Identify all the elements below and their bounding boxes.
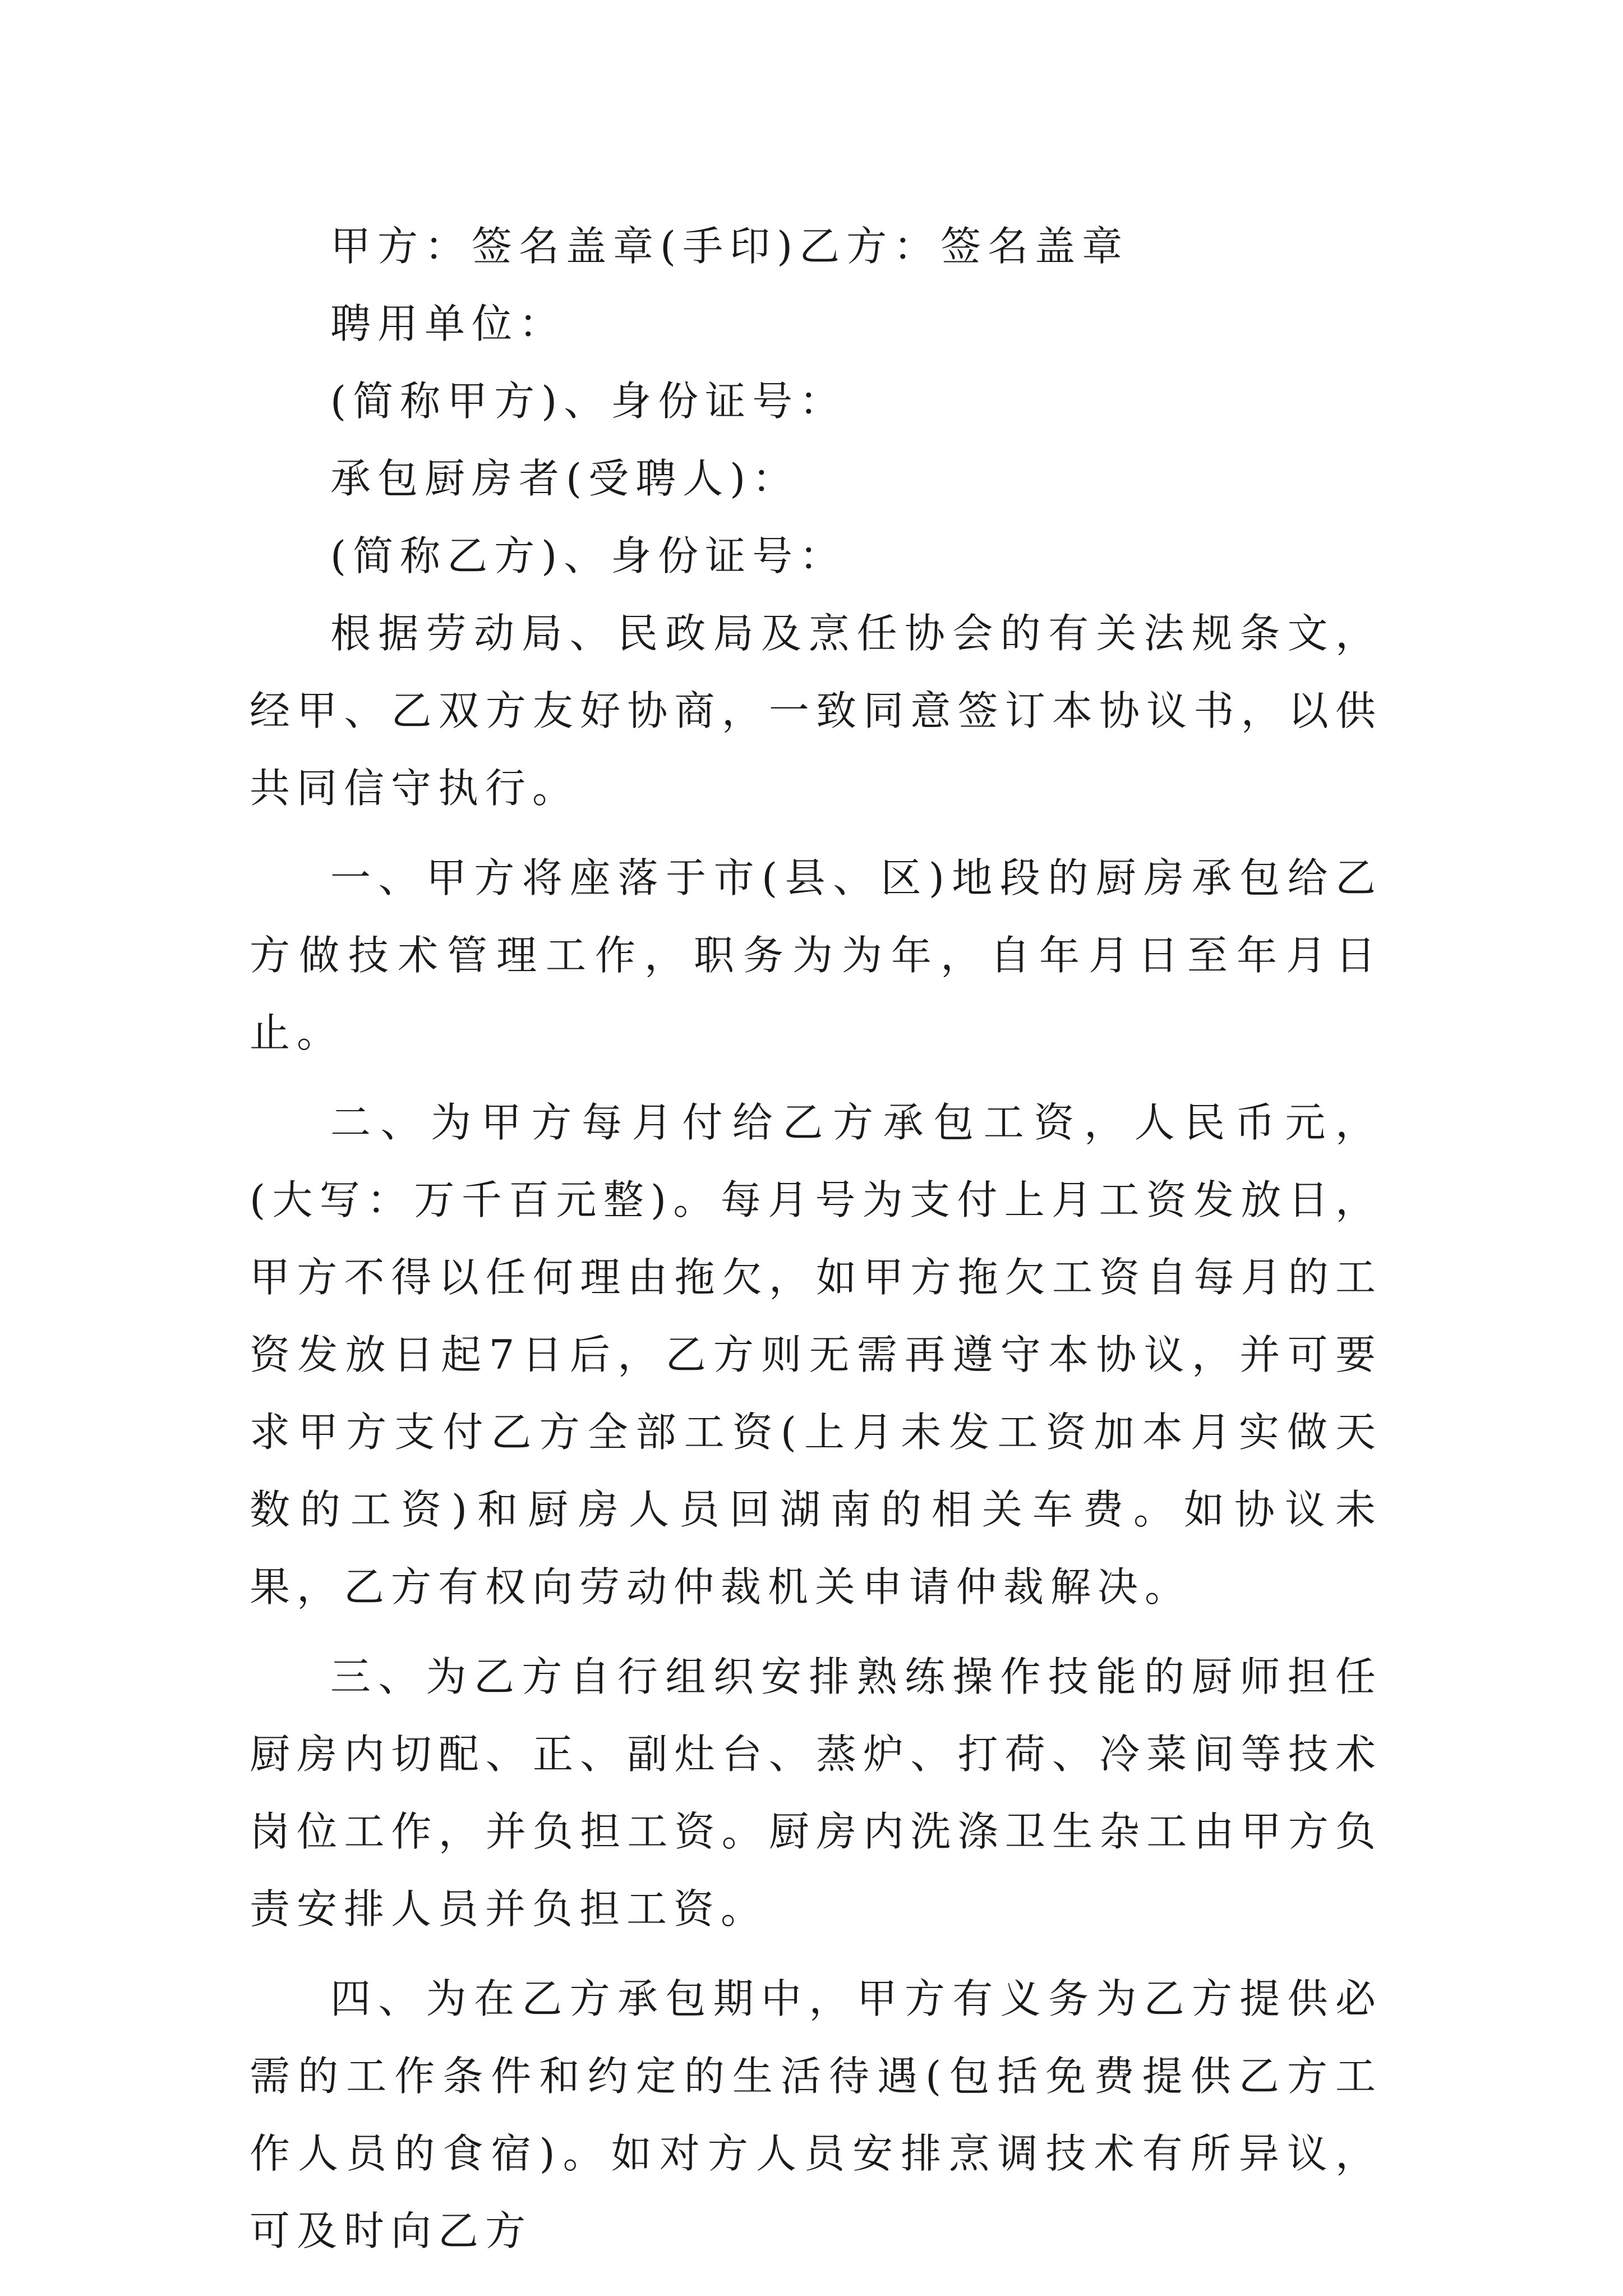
clause-4: 四、为在乙方承包期中，甲方有义务为乙方提供必需的工作条件和约定的生活待遇(包括免费提供乙方工作人员的食宿)。如对方人员安排烹调技术有所异议，可及时向乙方	[250, 1975, 1382, 2254]
clause-1: 一、甲方将座落于市(县、区)地段的厨房承包给乙方做技术管理工作，职务为为年，自年月日至年月日止。	[250, 854, 1382, 1056]
document-body	[250, 208, 1382, 2270]
contractor-line: 承包厨房者(受聘人)：	[330, 455, 800, 502]
party-b-id-line: (简称乙方)、身份证号：	[330, 532, 847, 579]
preamble-paragraph: 根据劳动局、民政局及烹任协会的有关法规条文，经甲、乙双方友好协商，一致同意签订本协议书，以供共同信守执行。	[250, 610, 1382, 812]
party-a-id-line: (简称甲方)、身份证号：	[330, 378, 847, 425]
employer-unit-line: 聘用单位：	[330, 300, 566, 347]
clause-2: 二、为甲方每月付给乙方承包工资，人民币元，(大写：万千百元整)。每月号为支付上月工资发放日，甲方不得以任何理由拖欠，如甲方拖欠工资自每月的工资发放日起7日后，乙方则无需再遵守本协议，并可要求甲方支付乙方全部工资(上月未发工资加本月实做天数的工资)和厨房人员回湖南的相关车费。如协议未果，乙方有权向劳动仲裁机关申请仲裁解决。	[250, 1099, 1382, 1611]
clause-3: 三、为乙方自行组织安排熟练操作技能的厨师担任厨房内切配、正、副灶台、蒸炉、打荷、冷菜间等技术岗位工作，并负担工资。厨房内洗涤卫生杂工由甲方负责安排人员并负担工资。	[250, 1653, 1382, 1932]
signature-line: 甲方：签名盖章(手印)乙方：签名盖章	[330, 223, 1129, 270]
